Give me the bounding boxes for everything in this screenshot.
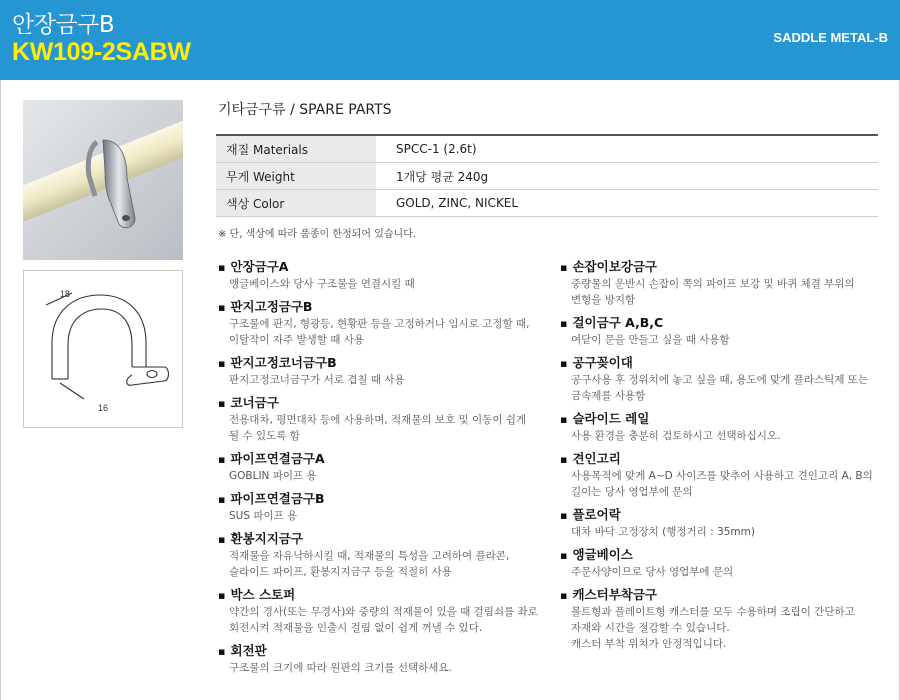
product-code: KW109-2SABW xyxy=(12,38,191,66)
item-description: 판지고정코너금구가 서로 겹칠 때 사용 xyxy=(229,374,405,386)
item-title: ▪ 걸이금구 A,B,C xyxy=(560,314,890,332)
item-description: 구조물에 판지, 형광등, 현황판 등을 고정하거나 임시로 고정할 때, 이탈작이 자주 발생할 때 사용 xyxy=(229,318,530,346)
item-description: 전용대차, 평면대차 등에 사용하며, 적재물의 보호 및 이동이 쉽게 될 수 있도록 함 xyxy=(229,414,527,442)
item-description: SUS 파이프 용 xyxy=(229,510,298,522)
list-item xyxy=(560,314,890,348)
spec-label: 재질 Materials xyxy=(216,135,376,163)
list-item xyxy=(560,410,890,444)
item-description: 볼트형과 플레이트형 캐스터를 모두 수용하며 조립이 간단하고 자재와 시간을 절감할 수 있습니다. 캐스터 부착 위치가 안정적입니다. xyxy=(571,606,855,650)
item-description: 주문사양이므로 당사 영업부에 문의 xyxy=(571,566,734,578)
list-item xyxy=(560,354,890,404)
spec-table xyxy=(216,134,878,217)
item-description: 공구사용 후 정위치에 놓고 싶을 때, 용도에 맞게 플라스틱제 또는 금속제를 사용함 xyxy=(571,374,869,402)
item-title: ▪ 손잡이보강금구 xyxy=(560,258,890,276)
dimension-label-top: 18 xyxy=(60,289,71,299)
item-title: ▪ 슬라이드 레일 xyxy=(560,410,890,428)
list-item xyxy=(560,506,890,540)
color-note: ※ 단, 색상에 따라 품종이 한정되어 있습니다. xyxy=(218,229,417,240)
parts-list-left xyxy=(218,258,548,682)
item-title: ▪ 판지고정금구B xyxy=(218,298,548,316)
item-title: ▪ 판지고정코너금구B xyxy=(218,354,548,372)
spec-label: 무게 Weight xyxy=(216,163,376,190)
list-item xyxy=(560,546,890,580)
item-description: 구조물의 크기에 따라 원판의 크기를 선택하세요. xyxy=(229,662,452,674)
product-photo xyxy=(23,100,183,260)
saddle-drawing-image xyxy=(24,271,182,427)
item-description: 대차 바닥 고정장치 (행정거리 : 35mm) xyxy=(571,526,755,538)
parts-list-right xyxy=(560,258,890,658)
list-item xyxy=(560,450,890,500)
list-item xyxy=(560,258,890,308)
product-title-korean: 안장금구B xyxy=(12,12,115,38)
dimension-label-bottom: 16 xyxy=(98,403,109,413)
item-description: GOBLIN 파이프 용 xyxy=(229,470,317,482)
saddle-photo-image xyxy=(23,100,183,260)
spec-row-materials xyxy=(216,135,878,163)
item-title: ▪ 코너금구 xyxy=(218,394,548,412)
list-item xyxy=(218,450,548,484)
item-title: ▪ 파이프연결금구A xyxy=(218,450,548,468)
list-item xyxy=(560,586,890,652)
item-title: ▪ 회전판 xyxy=(218,642,548,660)
spec-value: GOLD, ZINC, NICKEL xyxy=(376,190,878,217)
list-item xyxy=(218,490,548,524)
item-description: 약간의 경사(또는 무경사)와 중량의 적재물이 있을 때 걸림쇠를 좌로 회전시켜 적재물을 인출시 걸림 없이 쉽게 꺼낼 수 있다. xyxy=(229,606,538,634)
spec-value: SPCC-1 (2.6t) xyxy=(376,135,878,163)
list-item xyxy=(218,642,548,676)
spec-value: 1개당 평균 240g xyxy=(376,163,878,190)
item-title: ▪ 공구꽂이대 xyxy=(560,354,890,372)
header-banner xyxy=(0,0,900,80)
list-item xyxy=(218,586,548,636)
item-description: 앵글베이스와 당사 구조물을 연결시킬 때 xyxy=(229,278,415,290)
item-title: ▪ 환봉지지금구 xyxy=(218,530,548,548)
item-title: ▪ 박스 스토퍼 xyxy=(218,586,548,604)
list-item xyxy=(218,354,548,388)
item-title: ▪ 파이프연결금구B xyxy=(218,490,548,508)
item-title: ▪ 플로어락 xyxy=(560,506,890,524)
product-title-english: SADDLE METAL-B xyxy=(773,30,888,45)
item-title: ▪ 견인고리 xyxy=(560,450,890,468)
item-title: ▪ 앵글베이스 xyxy=(560,546,890,564)
list-item xyxy=(218,394,548,444)
section-title: 기타금구류 / SPARE PARTS xyxy=(218,102,392,118)
dimension-drawing xyxy=(23,270,183,428)
list-item xyxy=(218,258,548,292)
list-item xyxy=(218,530,548,580)
item-description: 사용 환경을 충분히 검토하시고 선택하십시오. xyxy=(571,430,781,442)
item-description: 여닫이 문을 만들고 싶을 때 사용함 xyxy=(571,334,730,346)
item-title: ▪ 캐스터부착금구 xyxy=(560,586,890,604)
item-description: 중량물의 운반시 손잡이 쪽의 파이프 보강 및 바퀴 체결 부위의 변형을 방지함 xyxy=(571,278,855,306)
item-description: 사용목적에 맞게 A~D 사이즈를 맞추어 사용하고 견인고리 A, B의 길이는 당사 영업부에 문의 xyxy=(571,470,873,498)
item-title: ▪ 안장금구A xyxy=(218,258,548,276)
item-description: 적재물을 자유낙하시킬 때, 적재물의 특성을 고려하여 플라콘, 슬라이드 파이프, 환봉지지금구 등을 적절히 사용 xyxy=(229,550,510,578)
spec-label: 색상 Color xyxy=(216,190,376,217)
list-item xyxy=(218,298,548,348)
spec-row-weight xyxy=(216,163,878,190)
spec-row-color xyxy=(216,190,878,217)
